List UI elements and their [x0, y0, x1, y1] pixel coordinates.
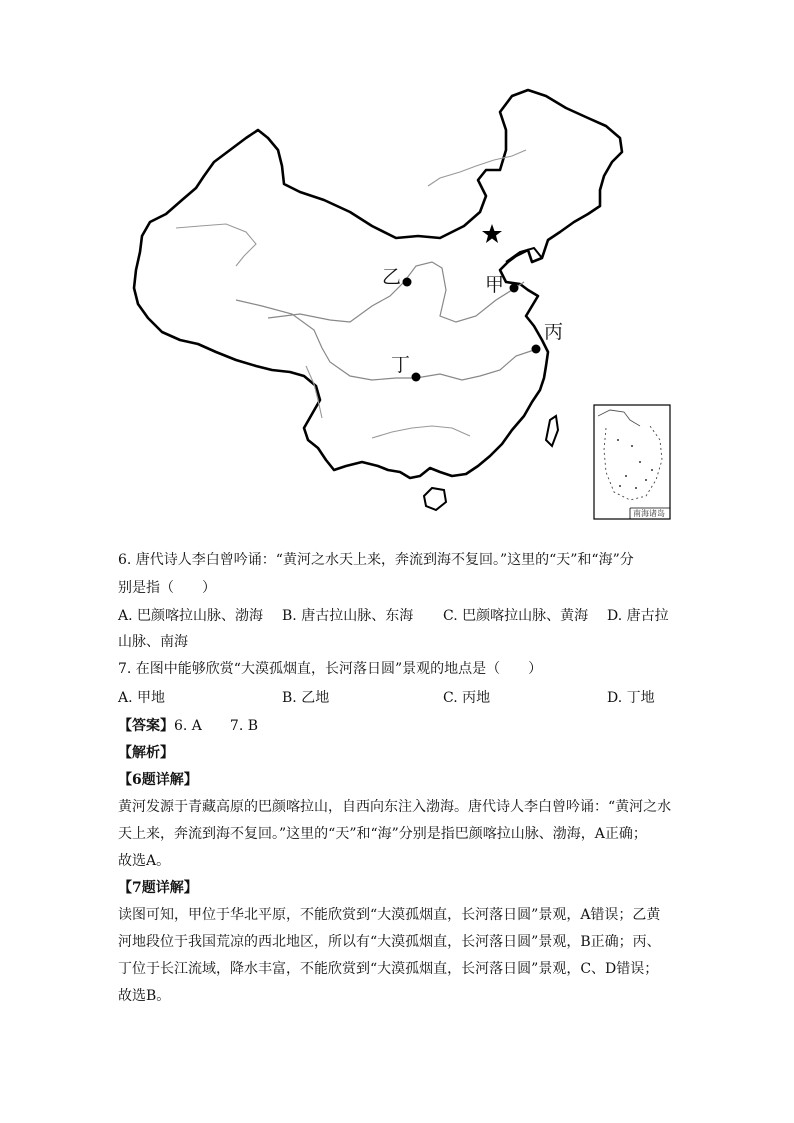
q6-detail-line: 黄河发源于青藏高原的巴颜喀拉山，自西向东注入渤海。唐代诗人李白曾吟诵：“黄河之水	[118, 799, 672, 815]
china-border	[134, 90, 622, 478]
q6-detail-line: 天上来，奔流到海不复回。”这里的“天”和“海”分别是指巴颜喀拉山脉、渤海，A正确；	[118, 826, 647, 842]
dot-yi	[403, 278, 412, 287]
q7-detail-line: 读图可知，甲位于华北平原，不能欣赏到“大漠孤烟直，长河落日圆”景观，A错误；乙黄	[118, 907, 661, 923]
q6-option-b: B. 唐古拉山脉、东海	[282, 608, 414, 624]
china-outline-map	[0, 0, 794, 530]
q6-stem-line2: 别是指（ ）	[118, 580, 216, 596]
dot-ding	[412, 373, 421, 382]
q6-detail-heading: 【6题详解】	[118, 772, 198, 788]
taiwan-island	[546, 416, 558, 446]
q7-option-c: C. 丙地	[443, 690, 491, 706]
q7-option-b: B. 乙地	[282, 690, 330, 706]
label-yi: 乙	[382, 266, 402, 288]
q7-stem: 7. 在图中能够欣赏“大漠孤烟直，长河落日圆”景观的地点是（ ）	[118, 661, 543, 677]
dot-jia	[510, 284, 519, 293]
q7-option-a: A. 甲地	[118, 690, 166, 706]
q7-detail-line: 故选B。	[118, 988, 171, 1004]
answer-line	[118, 716, 258, 736]
label-ding: 丁	[391, 354, 411, 376]
label-bing: 丙	[544, 321, 564, 343]
hainan-island	[424, 488, 446, 510]
q7-detail-heading: 【7题详解】	[118, 880, 198, 896]
answer-label: 【答案】	[118, 718, 174, 734]
inset-title: 南海诸岛	[633, 509, 665, 518]
analysis-heading: 【解析】	[118, 745, 174, 761]
q6-detail-line: 故选A。	[118, 853, 171, 869]
answer-text: 6. A 7. B	[174, 718, 259, 734]
q7-detail-line: 河地段位于我国荒凉的西北地区，所以有“大漠孤烟直，长河落日圆”景观，B正确；丙、	[118, 934, 661, 950]
label-jia: 甲	[485, 274, 505, 296]
q6-stem-line1: 6. 唐代诗人李白曾吟诵：“黄河之水天上来，奔流到海不复回。”这里的“天”和“海”分	[118, 552, 634, 568]
q7-option-d: D. 丁地	[607, 690, 655, 706]
q6-option-a: A. 巴颜喀拉山脉、渤海	[118, 608, 264, 624]
q6-option-d-line1: D. 唐古拉	[607, 608, 669, 624]
q6-option-d-line2: 山脉、南海	[118, 634, 188, 650]
south-sea-inset-frame	[594, 405, 670, 519]
q6-option-c: C. 巴颜喀拉山脉、黄海	[443, 608, 589, 624]
q7-detail-line: 丁位于长江流域，降水丰富，不能欣赏到“大漠孤烟直，长河落日圆”景观，C、D错误；	[118, 961, 659, 977]
dot-bing	[532, 345, 541, 354]
